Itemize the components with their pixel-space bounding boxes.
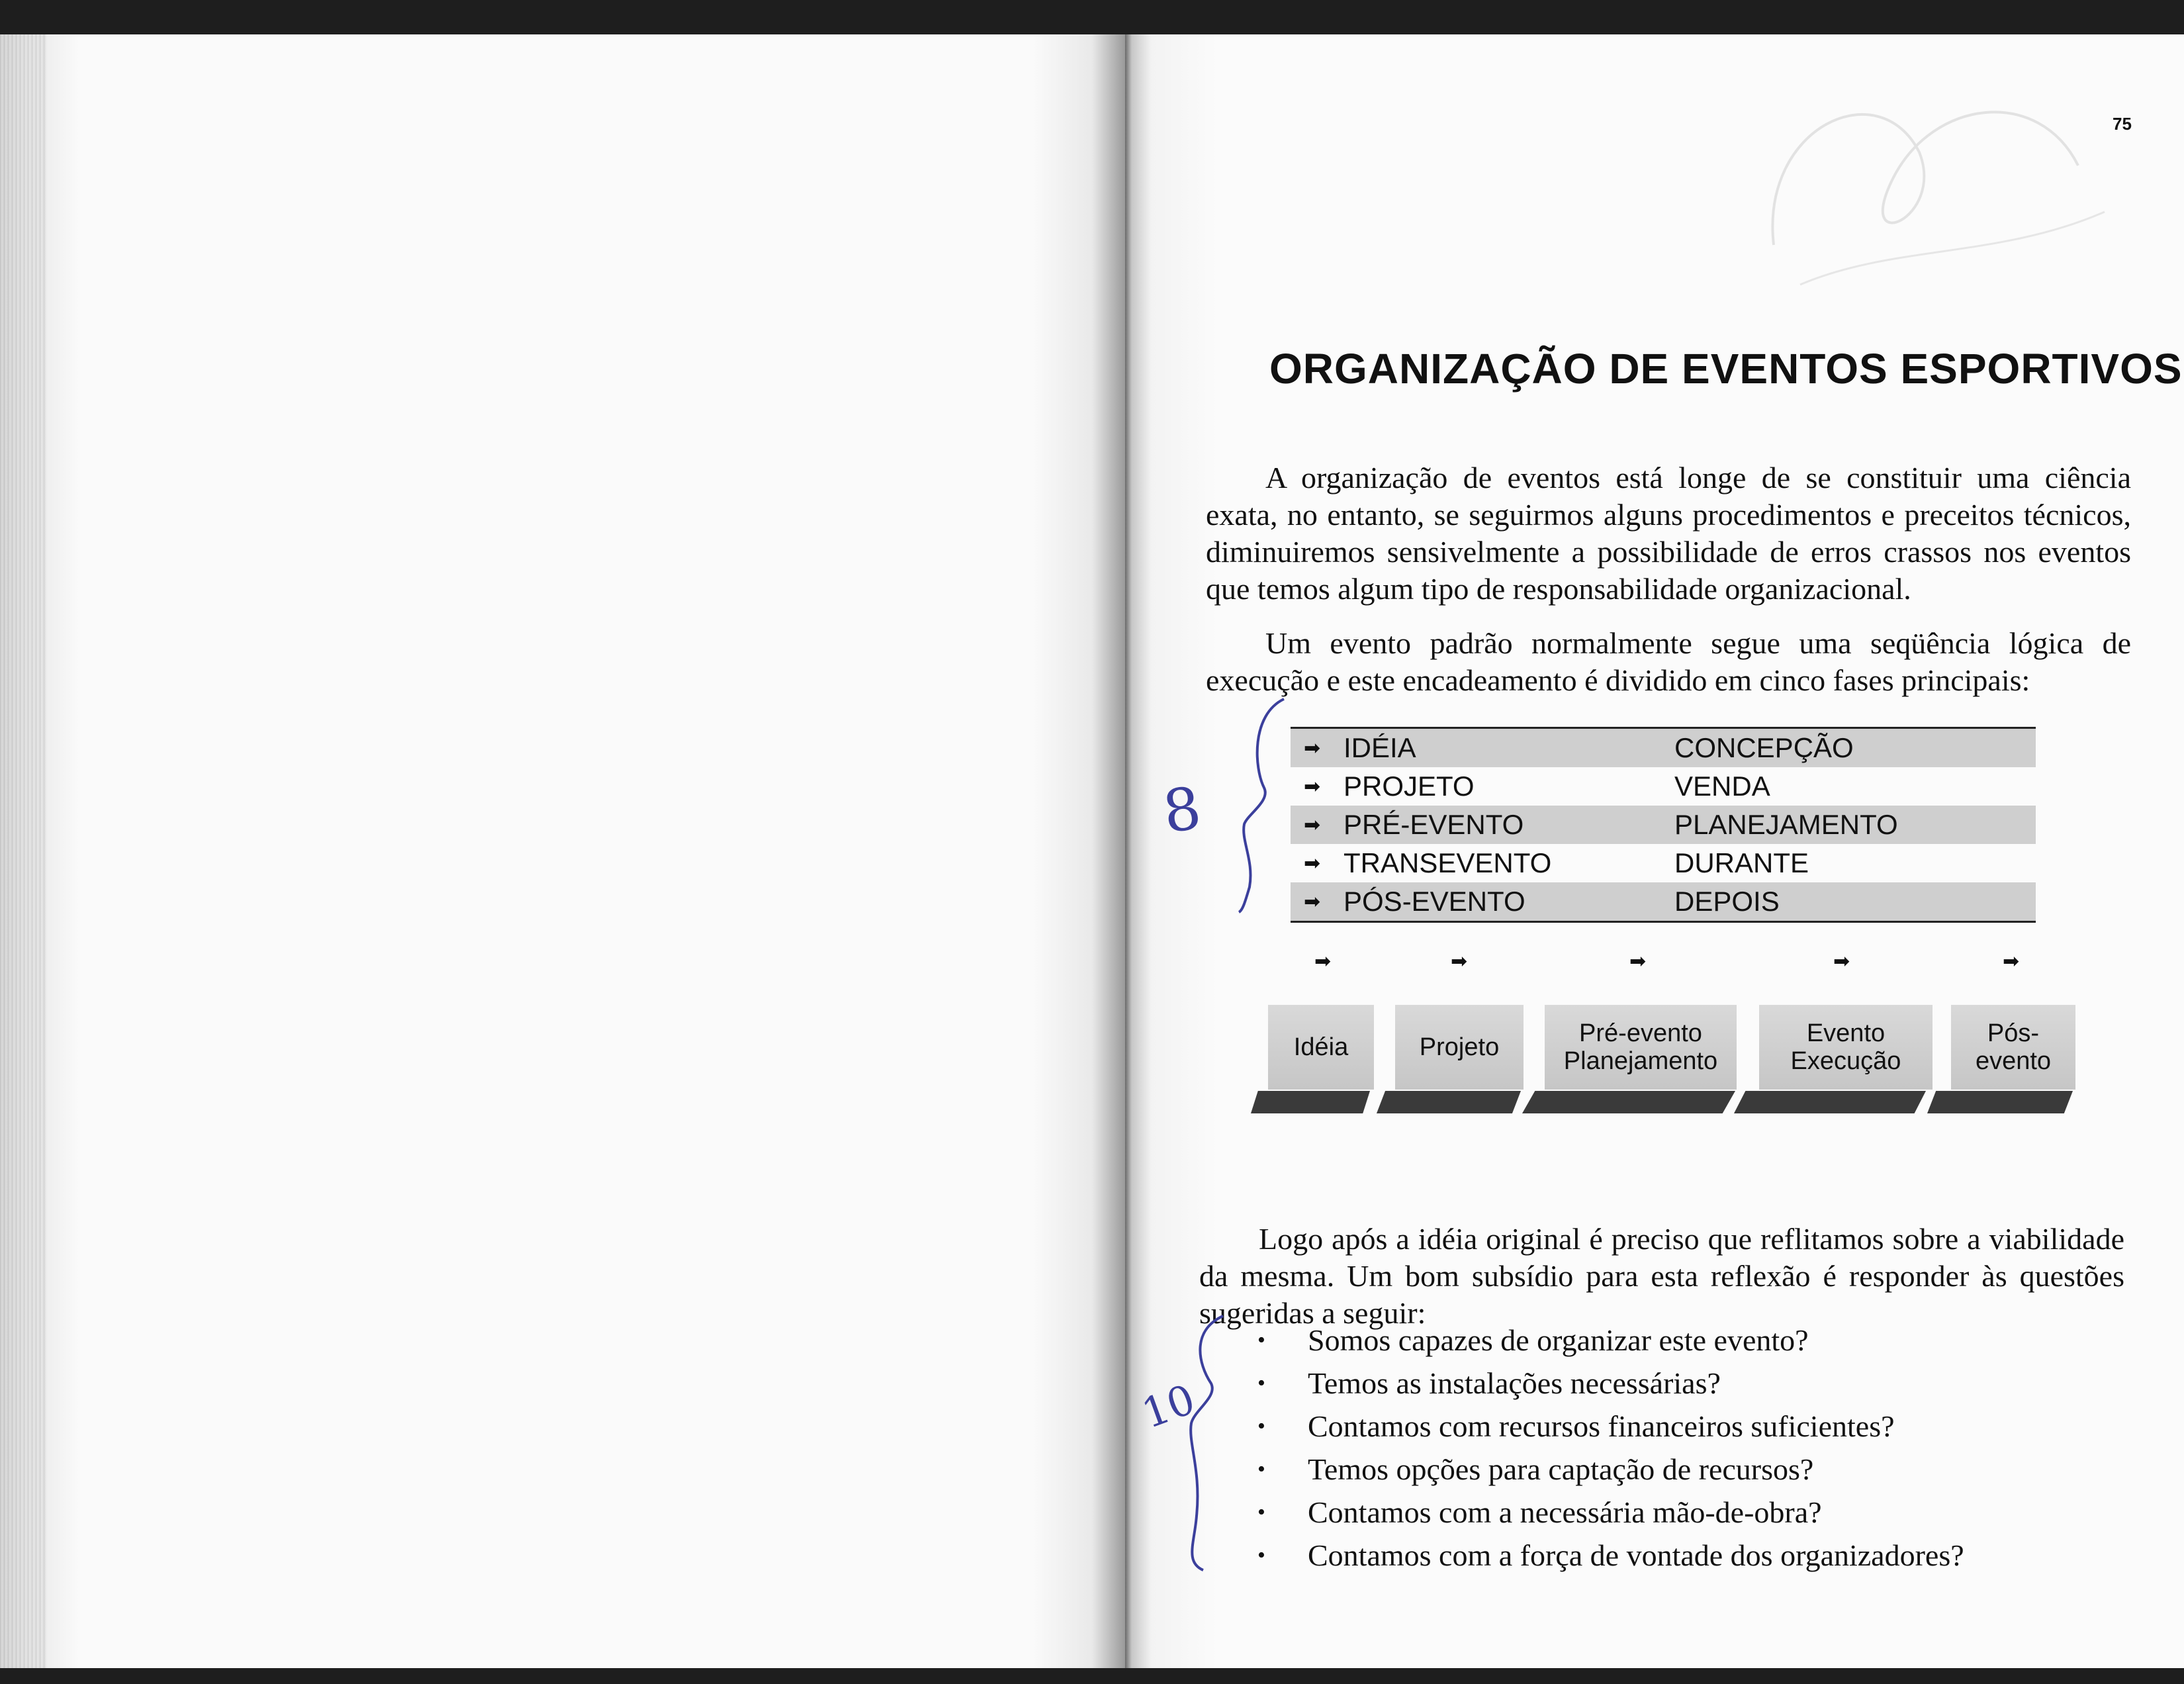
stage-label: Planejamento: [1563, 1047, 1718, 1075]
stage-label: Execução: [1790, 1047, 1901, 1075]
phase-desc: DURANTE: [1674, 847, 1809, 878]
arrow-icon: ➡: [2003, 950, 2020, 973]
phase-desc: CONCEPÇÃO: [1674, 732, 1854, 763]
stage-label: Projeto: [1419, 1033, 1500, 1061]
stage-base: [1251, 1091, 1370, 1113]
stage-block: [1951, 1005, 2075, 1090]
arrow-icon: ➡: [1304, 890, 1321, 913]
arrow-icon: ➡: [1314, 950, 1332, 973]
arrow-icon: ➡: [1304, 737, 1321, 759]
phase-table: [1291, 727, 2036, 923]
phase-name: TRANSEVENTO: [1343, 847, 1552, 878]
intro-paragraph: A organização de eventos está longe de se constituir uma ciência exata, no entanto, se seguirmos alguns procedimentos e preceitos técnicos, diminuiremos sensivelmente a possibilidade de erros crassos nos eventos que temos algum tipo de responsabilidade organizacional.: [1206, 461, 2131, 606]
phases-intro-paragraph: Um evento padrão normalmente segue uma seqüência lógica de execução e este encadeamento é dividido em cinco fases principais:: [1206, 626, 2131, 697]
faint-signature-mark: [1721, 46, 2118, 324]
stage-base: [1927, 1091, 2073, 1113]
list-item: • Temos opções para captação de recursos?: [1257, 1448, 1964, 1491]
phase-row: [1291, 767, 2036, 806]
left-page-blank: [0, 34, 1125, 1668]
viability-paragraph: Logo após a idéia original é preciso que reflitamos sobre a viabilidade da mesma. Um bom subsídio para esta reflexão é responder às questões sugeridas a seguir:: [1199, 1222, 2124, 1330]
stage-base: [1522, 1091, 1735, 1113]
arrow-icon: ➡: [1451, 950, 1468, 973]
arrow-icon: ➡: [1304, 814, 1321, 836]
handwritten-number: 10: [1135, 1374, 1202, 1438]
list-item: • Contamos com recursos financeiros suficientes?: [1257, 1405, 1964, 1448]
phase-name: IDÉIA: [1343, 732, 1416, 763]
phase-desc: DEPOIS: [1674, 886, 1780, 917]
stage-block: [1759, 1005, 1933, 1090]
arrow-icon: ➡: [1304, 852, 1321, 874]
stage-base: [1734, 1091, 1926, 1113]
stage-label: Pós-: [1987, 1019, 2040, 1047]
phase-row: [1291, 806, 2036, 844]
list-item: • Somos capazes de organizar este evento?: [1257, 1319, 1964, 1362]
stage-label: Idéia: [1293, 1033, 1349, 1061]
list-item: • Contamos com a necessária mão-de-obra?: [1257, 1491, 1964, 1534]
stage-block: [1395, 1005, 1524, 1090]
phase-desc: VENDA: [1674, 771, 1770, 802]
phase-row: [1291, 882, 2036, 921]
chapter-title: ORGANIZAÇÃO DE EVENTOS ESPORTIVOS: [1269, 345, 2183, 393]
phase-name: PÓS-EVENTO: [1343, 886, 1525, 917]
phase-name: PRÉ-EVENTO: [1343, 809, 1524, 840]
stage-block: [1268, 1005, 1374, 1090]
stage-label: Pré-evento: [1579, 1019, 1702, 1047]
phase-name: PROJETO: [1343, 771, 1475, 802]
arrow-icon: ➡: [1629, 950, 1647, 973]
page-edge-stack: [0, 34, 46, 1668]
list-item: • Contamos com a força de vontade dos organizadores?: [1257, 1534, 1964, 1577]
phase-desc: PLANEJAMENTO: [1674, 809, 1898, 840]
stage-base: [1377, 1091, 1521, 1113]
phase-row: [1291, 844, 2036, 882]
page-number: 75: [2113, 114, 2132, 134]
arrow-icon: ➡: [1304, 775, 1321, 798]
questions-list: [1257, 1319, 1964, 1577]
stage-label: Evento: [1806, 1019, 1886, 1047]
arrow-icon: ➡: [1833, 950, 1850, 973]
stage-block: [1545, 1005, 1737, 1090]
stage-label: evento: [1975, 1047, 2052, 1075]
phase-row: [1291, 729, 2036, 767]
list-item: • Temos as instalações necessárias?: [1257, 1362, 1964, 1405]
handwritten-number: 8: [1159, 773, 1205, 847]
